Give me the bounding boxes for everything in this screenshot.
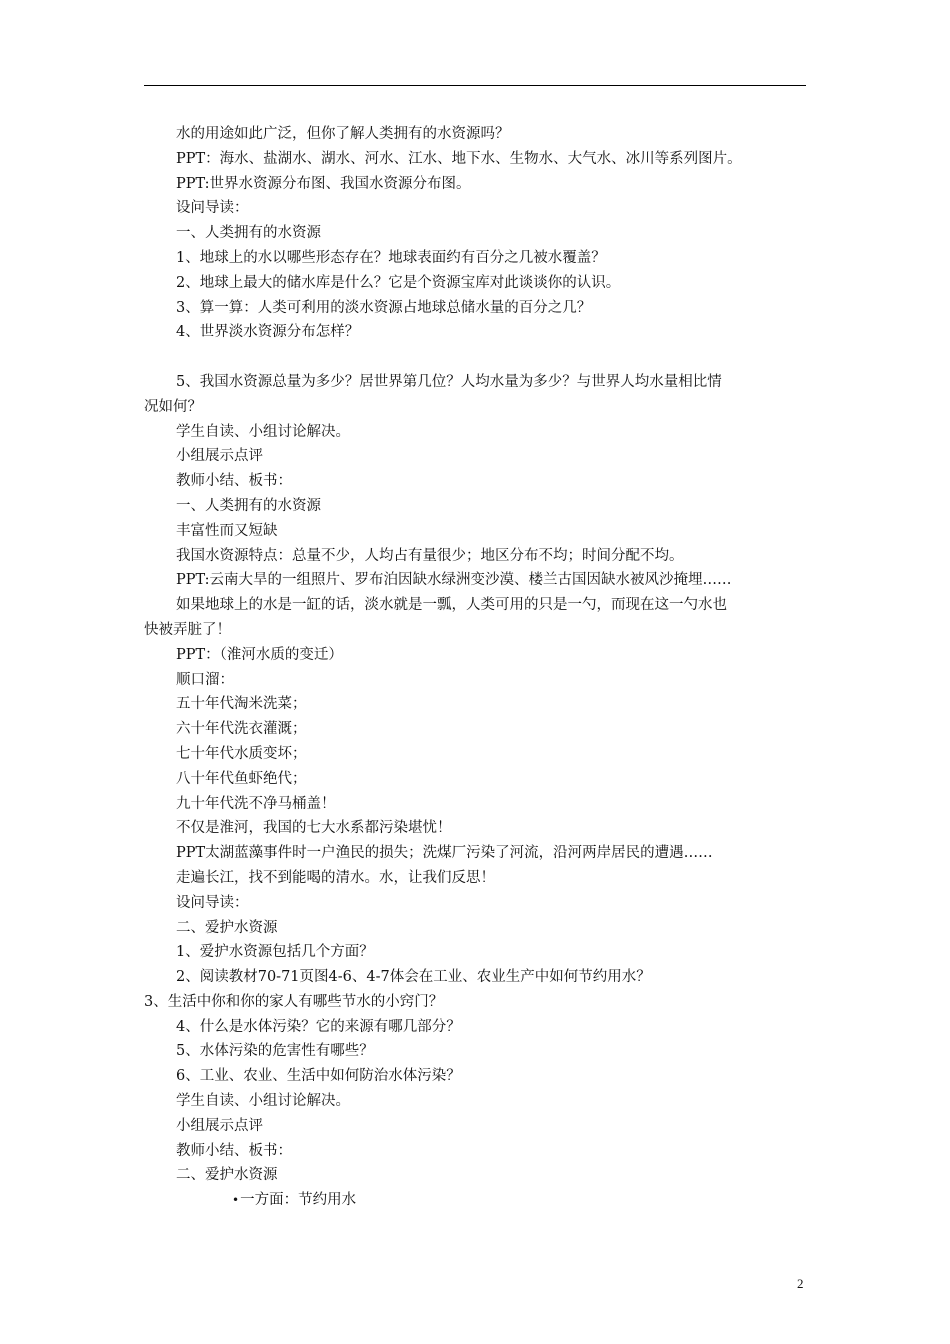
document-body: [144, 122, 808, 1213]
question-item: 4、世界淡水资源分布怎样？: [176, 324, 360, 341]
text-line: 学生自读、小组讨论解决。: [176, 423, 350, 440]
page-number: 2: [797, 1276, 804, 1291]
question-item: 2、阅读教材70-71页图4-6、4-7体会在工业、农业生产中如何节约用水？: [176, 969, 651, 986]
rhyme-line: 七十年代水质变坏；: [176, 745, 307, 762]
text-line: 顺口溜：: [176, 671, 234, 688]
question-item: 1、地球上的水以哪些形态存在？地球表面约有百分之几被水覆盖？: [176, 249, 606, 266]
text-line: 学生自读、小组讨论解决。: [176, 1093, 350, 1110]
question-item: 4、什么是水体污染？它的来源有哪几部分？: [176, 1018, 461, 1035]
bullet-text: 一方面：节约用水: [240, 1192, 357, 1209]
text-line: 不仅是淮河，我国的七大水系都污染堪忧！: [176, 820, 452, 837]
section-heading: 二、爱护水资源: [176, 919, 278, 936]
text-line: 小组展示点评: [176, 1117, 263, 1134]
text-line: PPT：海水、盐湖水、湖水、河水、江水、地下水、生物水、大气水、冰川等系列图片。: [176, 150, 742, 167]
text-line: PPT：（淮河水质的变迁）: [176, 646, 343, 663]
text-line: PPT:云南大旱的一组照片、罗布泊因缺水绿洲变沙漠、楼兰古国因缺水被风沙掩埋……: [176, 572, 732, 589]
text-line: 小组展示点评: [176, 448, 263, 465]
text-line: 教师小结、板书：: [176, 1142, 292, 1159]
text-line: 我国水资源特点：总量不少，人均占有量很少；地区分布不均；时间分配不均。: [176, 547, 684, 564]
bullet-icon: •: [232, 1193, 240, 1208]
text-line: 如果地球上的水是一缸的话，淡水就是一瓢，人类可用的只是一勺，而现在这一勺水也: [176, 597, 727, 614]
bullet-item: [144, 1188, 808, 1213]
text-line-continued: 快被弄脏了！: [144, 621, 231, 638]
text-line: 丰富性而又短缺: [176, 522, 278, 539]
question-item: 6、工业、农业、生活中如何防治水体污染？: [176, 1068, 461, 1085]
text-line: PPT:世界水资源分布图、我国水资源分布图。: [176, 175, 471, 192]
section-heading: 一、人类拥有的水资源: [176, 225, 321, 242]
text-line: 教师小结、板书：: [176, 473, 292, 490]
text-line: 设问导读：: [176, 200, 249, 217]
question-item: 3、算一算：人类可利用的淡水资源占地球总储水量的百分之几？: [176, 299, 592, 316]
question-item: 3、生活中你和你的家人有哪些节水的小窍门？: [144, 993, 444, 1010]
section-heading: 一、人类拥有的水资源: [176, 497, 321, 514]
rhyme-line: 六十年代洗衣灌溉；: [176, 721, 307, 738]
question-item: 5、水体污染的危害性有哪些？: [176, 1043, 374, 1060]
text-line: 走遍长江，找不到能喝的清水。水，让我们反思！: [176, 869, 495, 886]
question-item: 1、爱护水资源包括几个方面？: [176, 944, 374, 961]
rhyme-line: 九十年代洗不净马桶盖！: [176, 795, 336, 812]
question-item: 2、地球上最大的储水库是什么？它是个资源宝库对此谈谈你的认识。: [176, 274, 621, 291]
blank-line: [144, 345, 808, 370]
text-line: 水的用途如此广泛，但你了解人类拥有的水资源吗？: [176, 126, 510, 142]
rhyme-line: 五十年代淘米洗菜；: [176, 696, 307, 713]
question-item: 5、我国水资源总量为多少？居世界第几位？人均水量为多少？与世界人均水量相比情: [176, 373, 722, 390]
header-rule: [144, 85, 806, 86]
text-line: PPT太湖蓝藻事件时一户渔民的损失；洗煤厂污染了河流，沿河两岸居民的遭遇……: [176, 845, 713, 862]
section-heading: 二、爱护水资源: [176, 1167, 278, 1184]
text-line: 设问导读：: [176, 894, 249, 911]
rhyme-line: 八十年代鱼虾绝代；: [176, 770, 307, 787]
question-item-continued: 况如何？: [144, 398, 202, 415]
